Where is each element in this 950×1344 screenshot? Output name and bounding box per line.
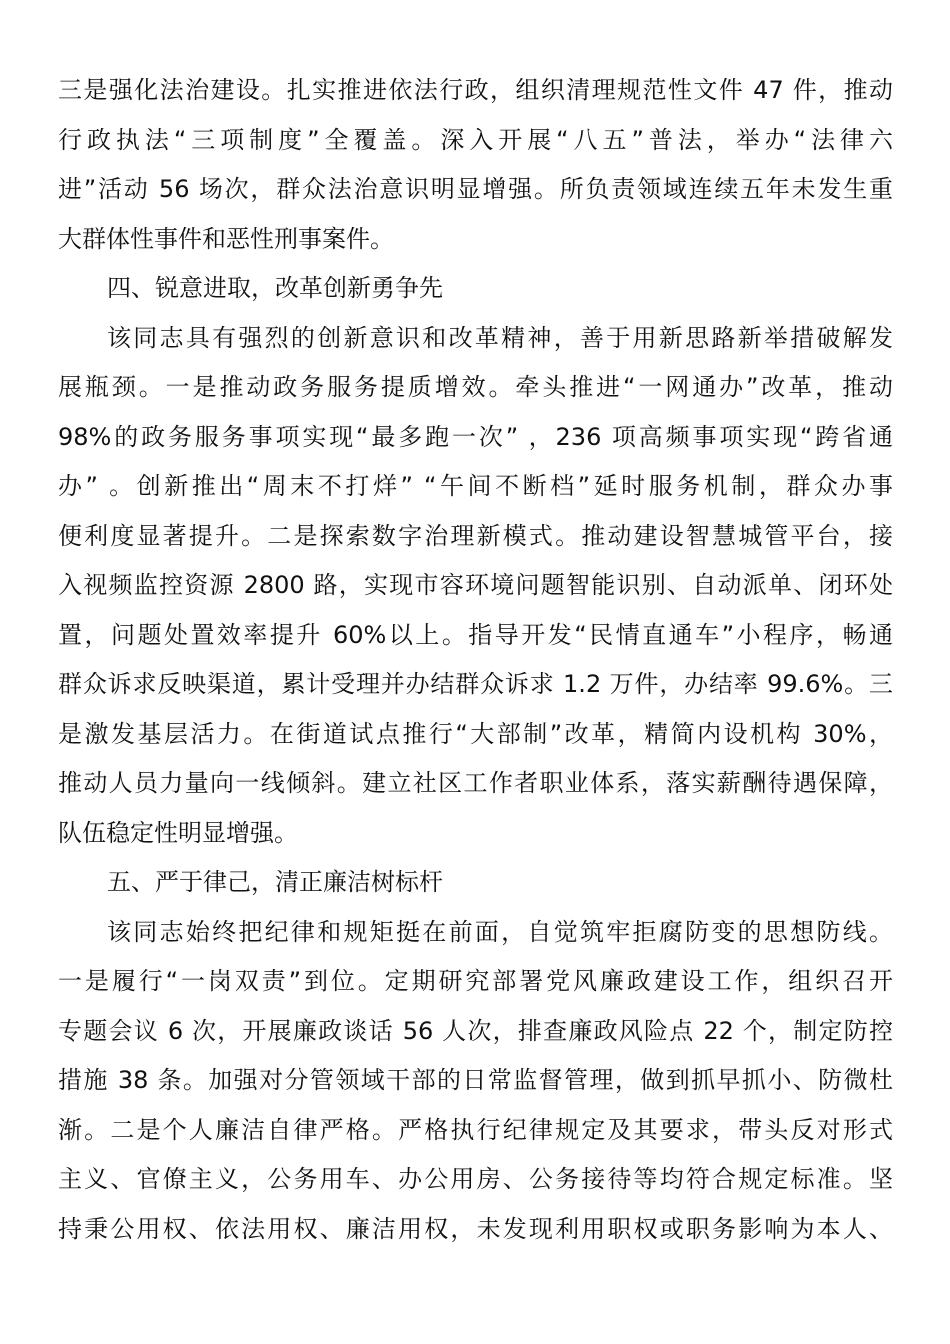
paragraph-integrity (58, 908, 893, 1255)
paragraph-reform-innovation (58, 314, 893, 859)
text-line: 一是履行“一岗双责”到位。定期研究部署党风廉政建设工作，组织召开 (58, 967, 893, 995)
text-line: 队伍稳定性明显增强。 (58, 818, 298, 847)
text-line: 进”活动 56 场次，群众法治意识明显增强。所负责领域连续五年未发生重 (58, 175, 893, 203)
section-heading-five: 五、严于律己，清正廉洁树标杆 (107, 868, 443, 896)
text-line: 行政执法“三项制度”全覆盖。深入开展“八五”普法，举办“法律六 (58, 125, 893, 154)
paragraph-rule-of-law (58, 66, 893, 264)
section-heading-four: 四、锐意进取，改革创新勇争先 (107, 274, 443, 302)
text-line: 渐。二是个人廉洁自律严格。严格执行纪律规定及其要求，带头反对形式 (58, 1115, 893, 1144)
text-line: 主义、官僚主义，公务用车、办公用房、公务接待等均符合规定标准。坚 (58, 1165, 893, 1193)
document-page (58, 66, 893, 1254)
text-line: 持秉公用权、依法用权、廉洁用权，未发现利用职权或职务影响为本人、 (58, 1214, 893, 1243)
text-line: 是激发基层活力。在街道试点推行“大部制”改革，精简内设机构 30%， (58, 719, 893, 748)
text-line: 该同志具有强烈的创新意识和改革精神，善于用新思路新举措破解发 (107, 323, 893, 352)
text-line: 98%的政务服务事项实现“最多跑一次” ，236 项高频事项实现“跨省通 (58, 422, 893, 451)
text-line: 便利度显著提升。二是探索数字治理新模式。推动建设智慧城管平台，接 (58, 521, 893, 550)
text-line: 展瓶颈。一是推动政务服务提质增效。牵头推进“一网通办”改革，推动 (58, 373, 893, 401)
text-line: 推动人员力量向一线倾斜。建立社区工作者职业体系，落实薪酬待遇保障， (58, 769, 893, 797)
text-line: 措施 38 条。加强对分管领域干部的日常监督管理，做到抓早抓小、防微杜 (58, 1066, 893, 1094)
text-line: 入视频监控资源 2800 路，实现市容环境问题智能识别、自动派单、闭环处 (58, 571, 893, 599)
text-line: 办” 。创新推出“周末不打烊” “午间不断档”延时服务机制，群众办事 (58, 472, 893, 500)
text-line: 专题会议 6 次，开展廉政谈话 56 人次，排查廉政风险点 22 个，制定防控 (58, 1016, 893, 1045)
text-line: 三是强化法治建设。扎实推进依法行政，组织清理规范性文件 47 件，推动 (58, 76, 893, 104)
text-line: 大群体性事件和恶性刑事案件。 (58, 224, 394, 253)
text-line: 该同志始终把纪律和规矩挺在前面，自觉筑牢拒腐防变的思想防线。 (107, 917, 893, 946)
text-line: 置，问题处置效率提升 60%以上。指导开发“民情直通车”小程序，畅通 (58, 620, 893, 649)
text-line: 群众诉求反映渠道，累计受理并办结群众诉求 1.2 万件，办结率 99.6%。三 (58, 670, 893, 698)
